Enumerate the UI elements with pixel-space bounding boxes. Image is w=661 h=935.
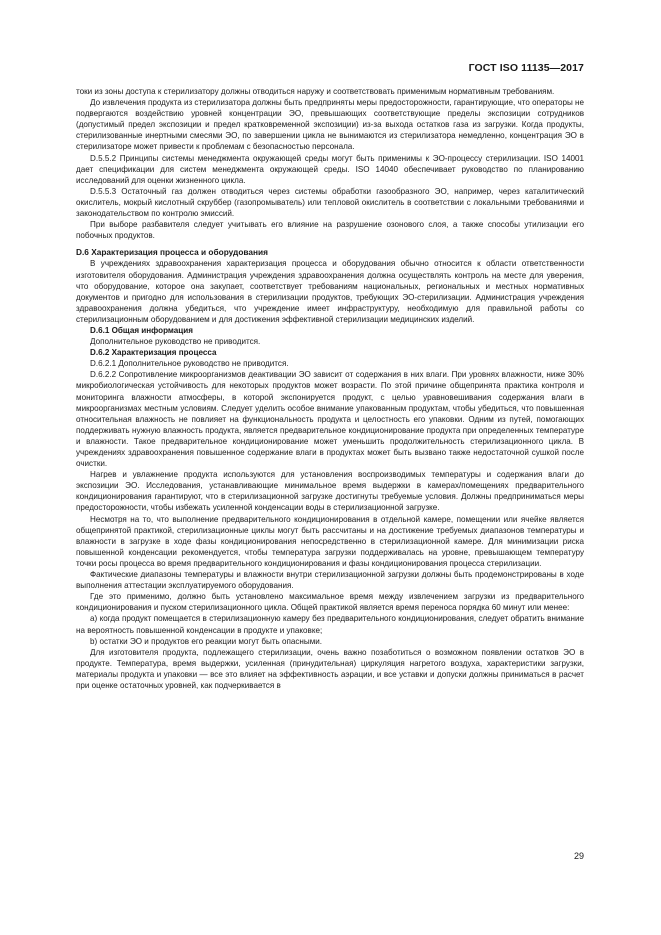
body-paragraph: a) когда продукт помещается в стерилизационную камеру без предварительного кондиционирования, следует обратить внимание на вероятность повышенной конденсации в продукте и упаковке; xyxy=(76,614,584,635)
page-number: 29 xyxy=(573,851,584,861)
body-paragraph: D.5.5.2 Принципы системы менеджмента окружающей среды могут быть применимы к ЭО-процессу стерилизации. ISO 14001 дает спецификации для систем менеджмента окружающей среды. ISO 14040 обеспечивает руководство по планированию исследований для оценки жизненного цикла. xyxy=(76,153,584,185)
body-paragraph: Несмотря на то, что выполнение предварительного кондиционирования в отдельной камере, помещении или ячейке является общепринятой практикой, стерилизационные циклы могут быть рассчитаны и на достижение требуемых диапазонов температуры и влажности в загрузке в ходе фазы кондиционирования непосредственно в стерилизационной камере. Для минимизации риска повышенной конденсации рекомендуется, чтобы температура загрузки поддерживалась на уровне, превышающем температуру точки росы процесса во время предварительного кондиционирования и фазы кондиционирования процесса стерилизации. xyxy=(76,514,584,568)
body-paragraph: Где это применимо, должно быть установлено максимальное время между извлечением загрузки из предварительного кондиционирования и пуском стерилизационного цикла. Общей практикой является время переноса порядка 60 минут или менее: xyxy=(76,592,584,613)
body-paragraph: В учреждениях здравоохранения характеризация процесса и оборудования обычно относится к области ответственности изготовителя оборудования. Администрация учреждения здравоохранения должна осуществлять контроль на месте для уверения, что оборудование, которое она закупает, соответствует требованиям национальных, региональных и местных нормативных документов и пригодно для использования в стерилизации продуктов, требующих ЭО-стерилизации. Администрация учреждения здравоохранения должна убедиться, что учреждение имеет инфраструктуру, необходимую для правильной работы со стерилизационным оборудованием и для достижения эффективной стерилизации медицинских изделий. xyxy=(76,259,584,324)
body-paragraph: Для изготовителя продукта, подлежащего стерилизации, очень важно позаботиться о возможном появлении остатков ЭО в продукте. Температура, время выдержки, усиленная (принудительная) циркуляция нагретого воздуха, характеристики загрузки, материалы продукта и упаковки — все это влияет на эффективность аэрации, и все уставки и допуски должны приниматься в расчет при оценке остаточных уровней, как подчеркивается в xyxy=(76,647,584,690)
body-paragraph: D.6.2.2 Сопротивление микроорганизмов деактивации ЭО зависит от содержания в них влаги. При уровнях влажности, ниже 30% микробиологическая устойчивость для некоторых продуктов может возрасти. По этой причине общепринята практика контроля и мониторинга влажности атмосферы, в которой экспонируется продукт, с целью уравновешивания содержания влаги в микроорганизмах местным условиям. Следует уделить особое внимание упакованным продуктам, чтобы убедиться, что повышенная относительная влажность не повлияет на функциональность продукта и целостность его упаковки. Одним из путей, помогающих поддерживать нужную влажность продукта, является предварительное кондиционирование продукта при определенных температуре и влажности. Такое предварительное кондиционирование может уменьшить продолжительность стерилизационного цикла. В учреждениях здравоохранения повышенное содержание влаги в продуктах может быть вызвано также недостаточной сушкой после очистки. xyxy=(76,370,584,469)
body-paragraph: D.5.5.3 Остаточный газ должен отводиться через системы обработки газообразного ЭО, например, через каталитический окислитель, мокрый кислотный скруббер (газопромыватель) или тепловой окислитель в соответствии с локальными требованиями и законодательством по контролю эмиссий. xyxy=(76,186,584,219)
body-paragraph: токи из зоны доступа к стерилизатору должны отводиться наружу и соответствовать применимым нормативным требованиям. xyxy=(76,87,555,96)
body-paragraph: Фактические диапазоны температуры и влажности внутри стерилизационной загрузки должны быть продемонстрированы в ходе выполнения аттестации эксплуатируемого оборудования. xyxy=(76,570,584,591)
subsection-heading: D.6.1 Общая информация xyxy=(90,325,193,335)
subsection-heading: D.6.2 Характеризация процесса xyxy=(90,348,217,358)
body-paragraph: b) остатки ЭО и продуктов его реакции могут быть опасными. xyxy=(90,636,323,646)
body-paragraph: Дополнительное руководство не приводится. xyxy=(90,337,261,347)
body-paragraph: При выборе разбавителя следует учитывать его влияние на разрушение озонового слоя, а также способы утилизации его побочных продуктов. xyxy=(76,220,584,241)
document-header-standard: ГОСТ ISO 11135—2017 xyxy=(468,62,584,74)
body-paragraph: D.6.2.1 Дополнительное руководство не приводится. xyxy=(90,359,289,369)
section-heading: D.6 Характеризация процесса и оборудования xyxy=(76,247,268,258)
document-body xyxy=(76,86,584,691)
body-paragraph: До извлечения продукта из стерилизатора должны быть предприняты меры предосторожности, гарантирующие, что операторы не подвергаются воздействию уровней концентрации ЭО, превышающих соответствующие пределы экспозиции сотрудников (допустимый предел экспозиции и предел кратковременной экспозиции) из-за выхода остатков газа из загрузки. Когда продукты, стерилизованные инертными смесями ЭО, по завершении цикла не вынимаются из стерилизатора немедленно, концентрация ЭО в стерилизаторе может привести к проблемам с безопасностью персонала. xyxy=(76,98,584,152)
body-paragraph: Нагрев и увлажнение продукта используются для установления воспроизводимых температуры и содержания влаги до экспозиции ЭО. Исследования, устанавливающие минимальное время выдержки в камерах/помещениях предварительного кондиционирования гарантируют, что в стерилизационной загрузке достигнуты требуемые условия. Должны предприниматься меры предосторожности, чтобы избежать усиленной конденсации воды в стерилизационной загрузке. xyxy=(76,470,584,513)
